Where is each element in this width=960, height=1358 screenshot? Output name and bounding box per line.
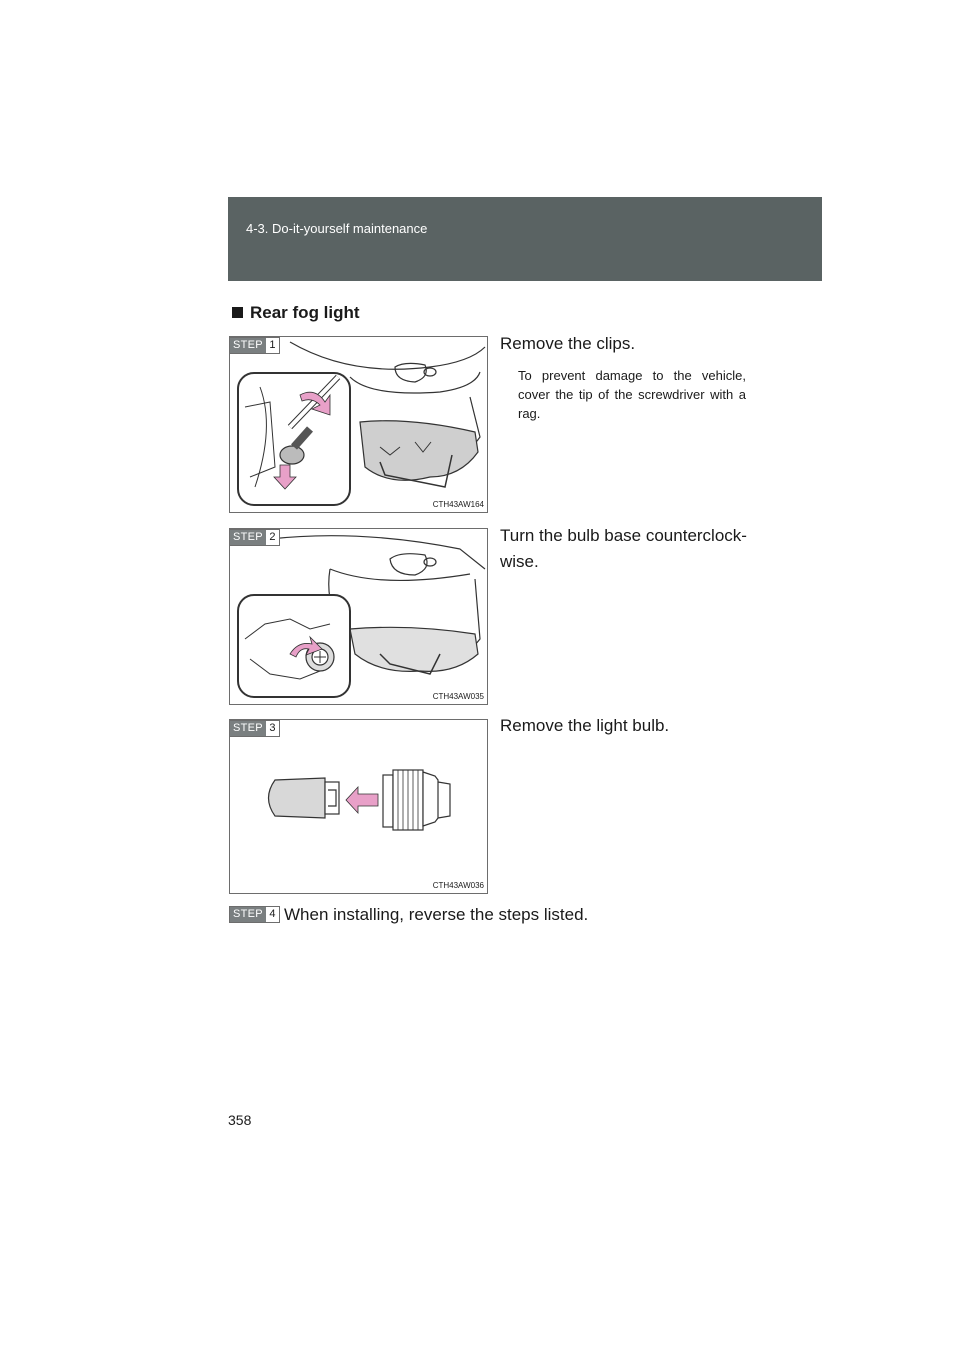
step-number: 3 — [269, 722, 276, 734]
figure-code: CTH43AW036 — [432, 881, 484, 890]
step-word: STEP — [230, 338, 266, 353]
header-band — [228, 197, 822, 281]
section-title — [232, 303, 360, 323]
step-number: 1 — [269, 339, 276, 351]
step-1-text: Remove the clips. — [500, 334, 636, 353]
figure-code: CTH43AW035 — [432, 692, 484, 701]
step-2-text: Turn the bulb base counterclock-wise. — [500, 526, 747, 571]
step-1-note: To prevent damage to the vehicle, cover the tip of the screwdriver with a rag. — [518, 368, 746, 421]
step-3-badge — [229, 720, 280, 737]
page-number: 358 — [228, 1112, 252, 1128]
left-arrow-icon — [346, 787, 378, 813]
step-1-figure — [229, 336, 488, 513]
step-word: STEP — [230, 530, 266, 545]
step-number: 2 — [269, 531, 276, 543]
square-bullet-icon — [232, 307, 243, 318]
step-2-figure — [229, 528, 488, 705]
figure-code: CTH43AW164 — [432, 500, 484, 509]
step-4-text: When installing, reverse the steps listed. — [284, 905, 589, 924]
step-4-badge — [229, 906, 280, 923]
step-2-illustration — [230, 529, 487, 704]
step-2-badge — [229, 529, 280, 546]
step-1-illustration — [230, 337, 487, 512]
step-word: STEP — [230, 907, 266, 922]
section-title-text: Rear fog light — [250, 303, 360, 322]
step-1-badge — [229, 337, 280, 354]
step-3-text: Remove the light bulb. — [500, 716, 670, 735]
step-3-illustration — [230, 720, 487, 893]
step-3-figure — [229, 719, 488, 894]
chapter-title: 4-3. Do-it-yourself maintenance — [246, 221, 428, 236]
step-word: STEP — [230, 721, 266, 736]
step-number: 4 — [269, 908, 276, 920]
